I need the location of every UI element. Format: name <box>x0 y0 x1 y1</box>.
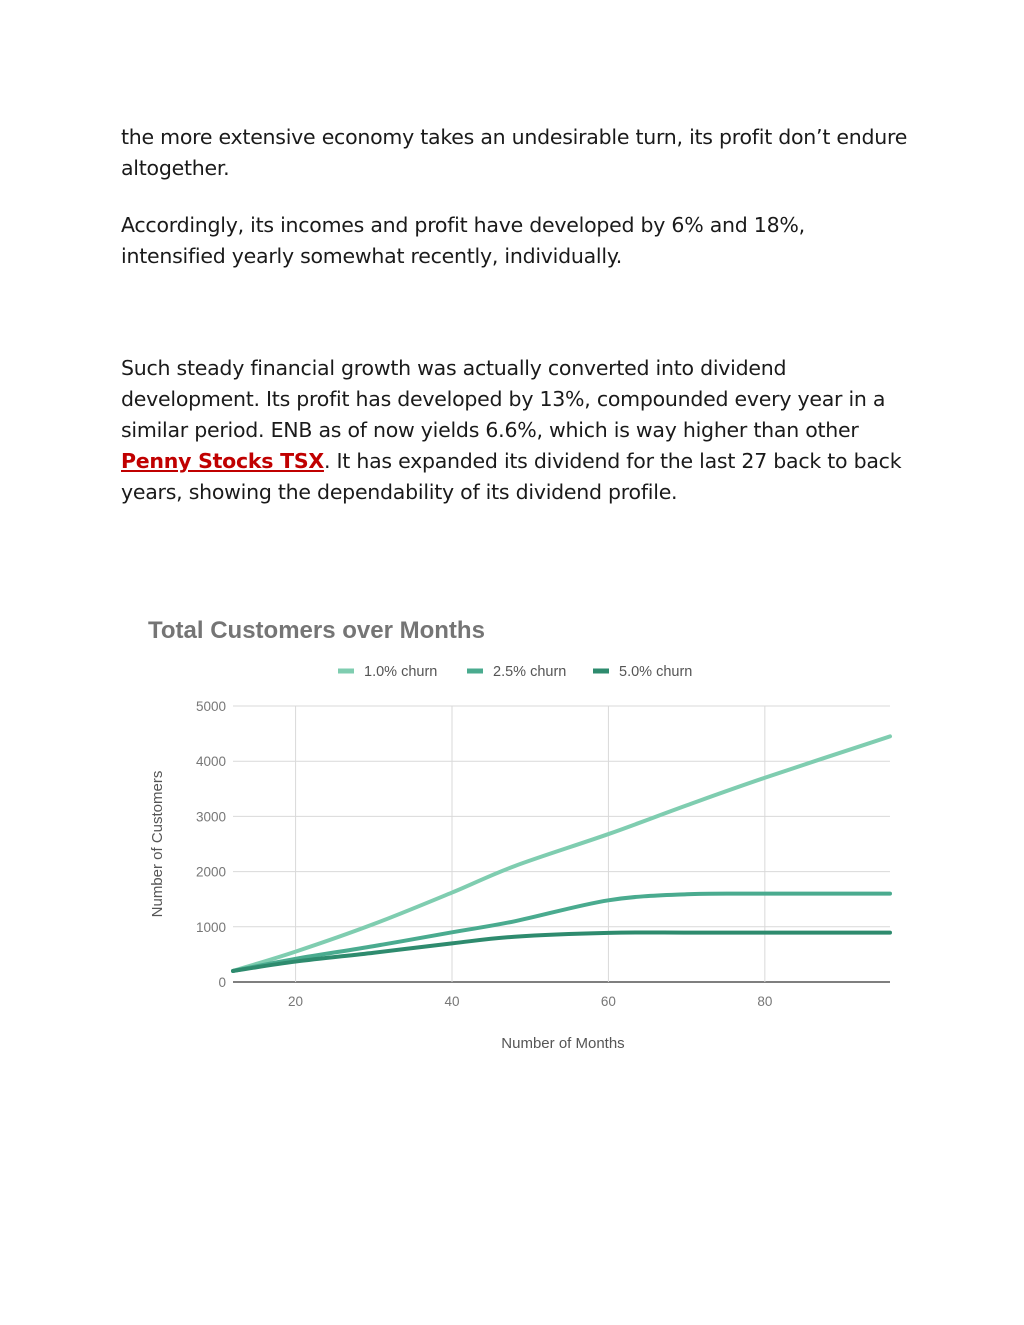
x-axis-ticks <box>288 994 772 1009</box>
x-axis-label: Number of Months <box>501 1035 625 1052</box>
y-tick-label: 3000 <box>195 809 226 825</box>
penny-stocks-link[interactable]: Penny Stocks TSX <box>121 449 324 473</box>
chart-legend <box>338 664 692 680</box>
paragraph-dividend-part1: Such steady financial growth was actually converted into dividend development. Its profit has developed by 13%, compounded every year in a similar period. ENB as of now yields 6.6%, which is way higher than other <box>121 356 886 442</box>
x-tick-label: 40 <box>444 994 460 1009</box>
chart-series <box>233 736 890 971</box>
legend-label: 5.0% churn <box>619 664 693 680</box>
x-tick-label: 60 <box>600 994 616 1009</box>
paragraph-growth: Accordingly, its incomes and profit have developed by 6% and 18%, intensified yearly somewhat recently, individually. <box>121 213 805 268</box>
paragraph-dividend <box>121 353 911 508</box>
y-tick-label: 2000 <box>195 864 226 880</box>
x-tick-label: 80 <box>757 994 773 1009</box>
y-tick-label: 1000 <box>195 919 226 935</box>
chart-title: Total Customers over Months <box>148 617 485 644</box>
y-tick-label: 0 <box>218 975 226 990</box>
y-tick-label: 5000 <box>195 699 226 714</box>
y-axis-ticks <box>196 699 226 990</box>
y-tick-label: 4000 <box>195 754 226 770</box>
legend-label: 1.0% churn <box>364 664 438 680</box>
paragraph-dividend-part2: . It has expanded its dividend for the last 27 back to back years, showing the dependability of its dividend profile. <box>121 449 902 504</box>
x-tick-label: 20 <box>288 994 304 1009</box>
legend-label: 2.5% churn <box>493 664 567 680</box>
y-axis-label: Number of Customers <box>149 770 166 918</box>
customers-line-chart <box>140 605 900 1065</box>
paragraph-intro: the more extensive economy takes an undesirable turn, its profit don’t endure altogether. <box>121 125 908 180</box>
